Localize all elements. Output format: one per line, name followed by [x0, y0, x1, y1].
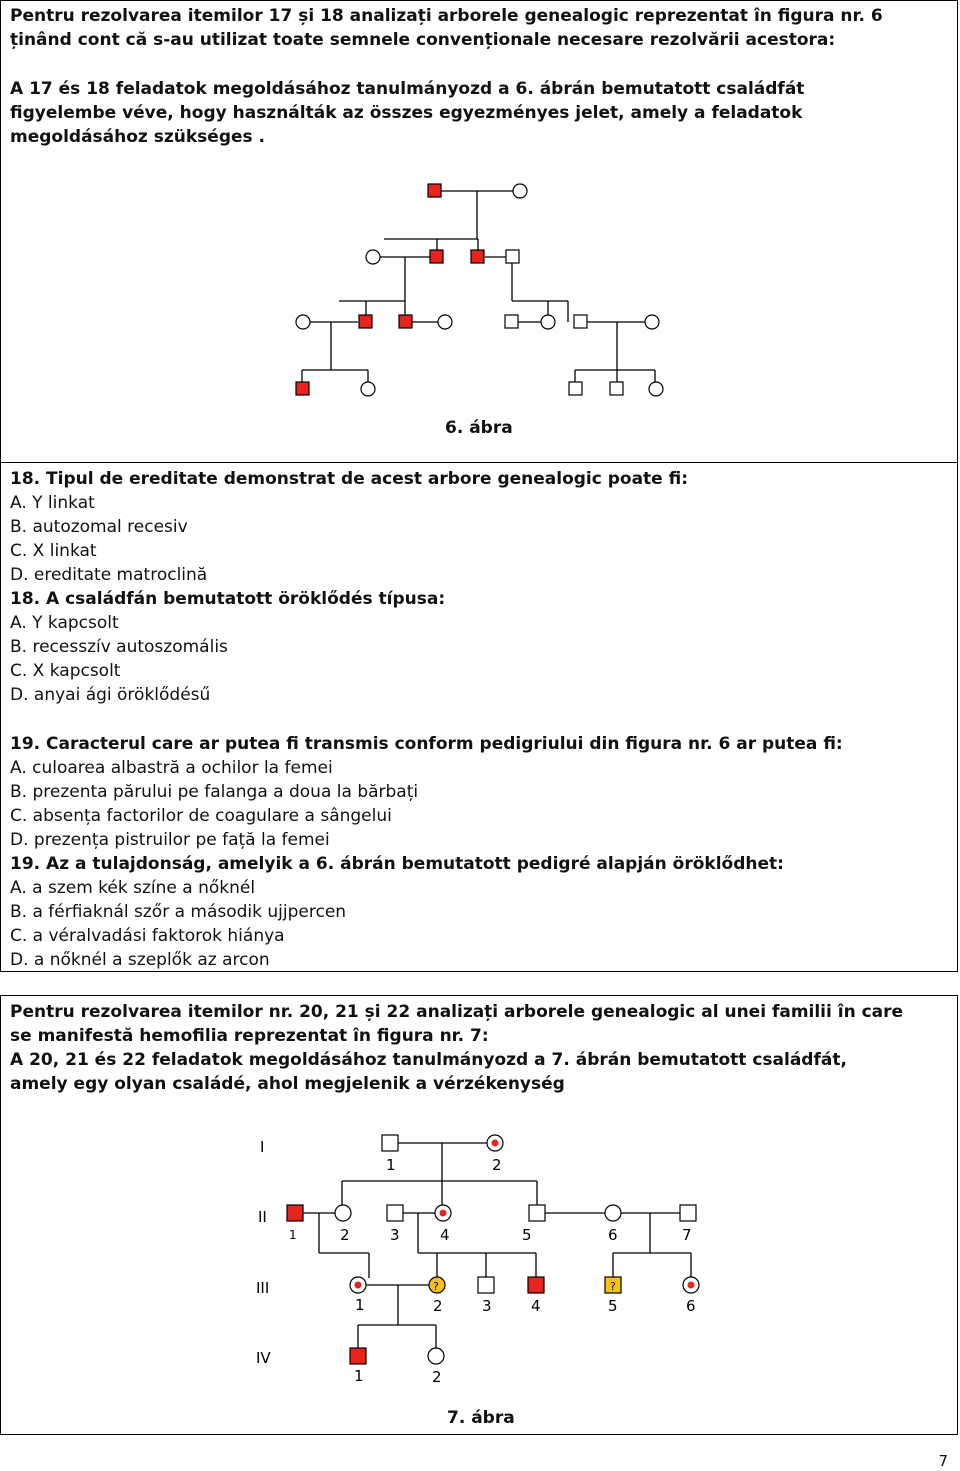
- unknown-mark: ?: [610, 1280, 616, 1293]
- carrier-dot: [688, 1282, 695, 1289]
- male-symbol: [529, 1205, 545, 1221]
- section1-heading-ro: ținând cont că s-au utilizat toate semnele convenționale necesare rezolvării acestora:: [10, 30, 836, 50]
- individual-number: 6: [608, 1226, 618, 1244]
- male-symbol: [574, 315, 587, 328]
- individual-number: 2: [433, 1297, 443, 1315]
- male-affected-symbol: [428, 184, 441, 197]
- section2-heading-hu: amely egy olyan családé, ahol megjelenik a vérzékenység: [10, 1074, 565, 1094]
- female-symbol: [361, 382, 375, 396]
- section1-heading-ro: Pentru rezolvarea itemilor 17 și 18 analizați arborele genealogic reprezentat în figura nr. 6: [10, 6, 883, 26]
- generation-label: III: [256, 1279, 270, 1297]
- male-affected-symbol: [430, 250, 443, 263]
- individual-number: 2: [432, 1368, 442, 1386]
- divider: [0, 462, 958, 463]
- male-symbol: [478, 1277, 494, 1293]
- individual-number: 2: [492, 1156, 502, 1174]
- female-symbol: [645, 315, 659, 329]
- q19-ro-option: B. prezenta părului pe falanga a doua la bărbați: [10, 782, 419, 802]
- male-affected-symbol: [359, 315, 372, 328]
- carrier-dot: [440, 1210, 447, 1217]
- q19-hu-option: B. a férfiaknál szőr a második ujjpercen: [10, 902, 347, 922]
- section2-heading-ro: Pentru rezolvarea itemilor nr. 20, 21 și 22 analizați arborele genealogic al unei familii în care: [10, 1002, 904, 1022]
- female-symbol: [335, 1205, 351, 1221]
- individual-number: 4: [440, 1226, 450, 1244]
- section1-heading-hu: A 17 és 18 feladatok megoldásához tanulmányozd a 6. ábrán bemutatott családfát: [10, 79, 805, 99]
- female-symbol: [428, 1348, 444, 1364]
- generation-label: I: [260, 1138, 265, 1156]
- q18-hu-option: A. Y kapcsolt: [10, 613, 119, 633]
- q18-ro-option: B. autozomal recesiv: [10, 517, 188, 537]
- q18-ro-option: A. Y linkat: [10, 493, 95, 513]
- individual-number: 7: [682, 1226, 692, 1244]
- q18-ro-question: 18. Tipul de ereditate demonstrat de acest arbore genealogic poate fi:: [10, 469, 689, 489]
- individual-number: 2: [340, 1226, 350, 1244]
- male-symbol: [569, 382, 582, 395]
- carrier-dot: [492, 1140, 499, 1147]
- figure-7-caption: 7. ábra: [447, 1408, 515, 1428]
- individual-number: 1: [386, 1156, 396, 1174]
- q19-hu-question: 19. Az a tulajdonság, amelyik a 6. ábrán bemutatott pedigré alapján öröklődhet:: [10, 854, 784, 874]
- male-symbol: [387, 1205, 403, 1221]
- female-symbol: [605, 1205, 621, 1221]
- male-affected-symbol: [528, 1277, 544, 1293]
- male-affected-symbol: [350, 1348, 366, 1364]
- individual-number: 1: [289, 1228, 297, 1242]
- female-symbol: [649, 382, 663, 396]
- pedigree-figure-7: [0, 1125, 958, 1395]
- male-symbol: [382, 1135, 398, 1151]
- male-symbol: [610, 382, 623, 395]
- carrier-dot: [355, 1282, 362, 1289]
- male-affected-symbol: [471, 250, 484, 263]
- female-symbol: [541, 315, 555, 329]
- figure-6-caption: 6. ábra: [445, 418, 513, 438]
- q18-ro-option: C. X linkat: [10, 541, 97, 561]
- female-symbol: [296, 315, 310, 329]
- generation-label: II: [258, 1208, 267, 1226]
- female-symbol: [513, 184, 527, 198]
- q18-hu-question: 18. A családfán bemutatott öröklődés típusa:: [10, 589, 446, 609]
- q18-hu-option: C. X kapcsolt: [10, 661, 121, 681]
- generation-label: IV: [256, 1349, 271, 1367]
- individual-number: 5: [608, 1297, 618, 1315]
- section1-heading-hu: figyelembe véve, hogy használták az összes egyezményes jelet, amely a feladatok: [10, 103, 803, 123]
- male-symbol: [680, 1205, 696, 1221]
- page-number: 7: [938, 1452, 948, 1470]
- section2-heading-ro: se manifestă hemofilia reprezentat în figura nr. 7:: [10, 1026, 489, 1046]
- q19-hu-option: D. a nőknél a szeplők az arcon: [10, 950, 270, 970]
- individual-number: 1: [355, 1296, 365, 1314]
- q19-ro-question: 19. Caracterul care ar putea fi transmis conform pedigriului din figura nr. 6 ar putea fi:: [10, 734, 843, 754]
- individual-number: 5: [522, 1226, 532, 1244]
- individual-number: 1: [354, 1367, 364, 1385]
- q19-ro-option: A. culoarea albastră a ochilor la femei: [10, 758, 333, 778]
- section1-heading-hu: megoldásához szükséges .: [10, 127, 266, 147]
- q18-hu-option: B. recesszív autoszomális: [10, 637, 228, 657]
- q18-ro-option: D. ereditate matroclină: [10, 565, 208, 585]
- q19-hu-option: A. a szem kék színe a nőknél: [10, 878, 256, 898]
- male-affected-symbol: [287, 1205, 303, 1221]
- q19-hu-option: C. a véralvadási faktorok hiánya: [10, 926, 285, 946]
- q19-ro-option: C. absența factorilor de coagulare a sângelui: [10, 806, 392, 826]
- individual-number: 3: [482, 1297, 492, 1315]
- q18-hu-option: D. anyai ági öröklődésű: [10, 685, 211, 705]
- male-affected-symbol: [296, 382, 309, 395]
- q19-ro-option: D. prezența pistruilor pe față la femei: [10, 830, 330, 850]
- male-symbol: [506, 250, 519, 263]
- unknown-mark: ?: [433, 1280, 439, 1293]
- individual-number: 3: [390, 1226, 400, 1244]
- individual-number: 4: [531, 1297, 541, 1315]
- male-symbol: [505, 315, 518, 328]
- individual-number: 6: [686, 1297, 696, 1315]
- female-symbol: [366, 250, 380, 264]
- pedigree-figure-6: [0, 170, 958, 410]
- female-symbol: [438, 315, 452, 329]
- male-affected-symbol: [399, 315, 412, 328]
- section2-heading-hu: A 20, 21 és 22 feladatok megoldásához tanulmányozd a 7. ábrán bemutatott családfát,: [10, 1050, 847, 1070]
